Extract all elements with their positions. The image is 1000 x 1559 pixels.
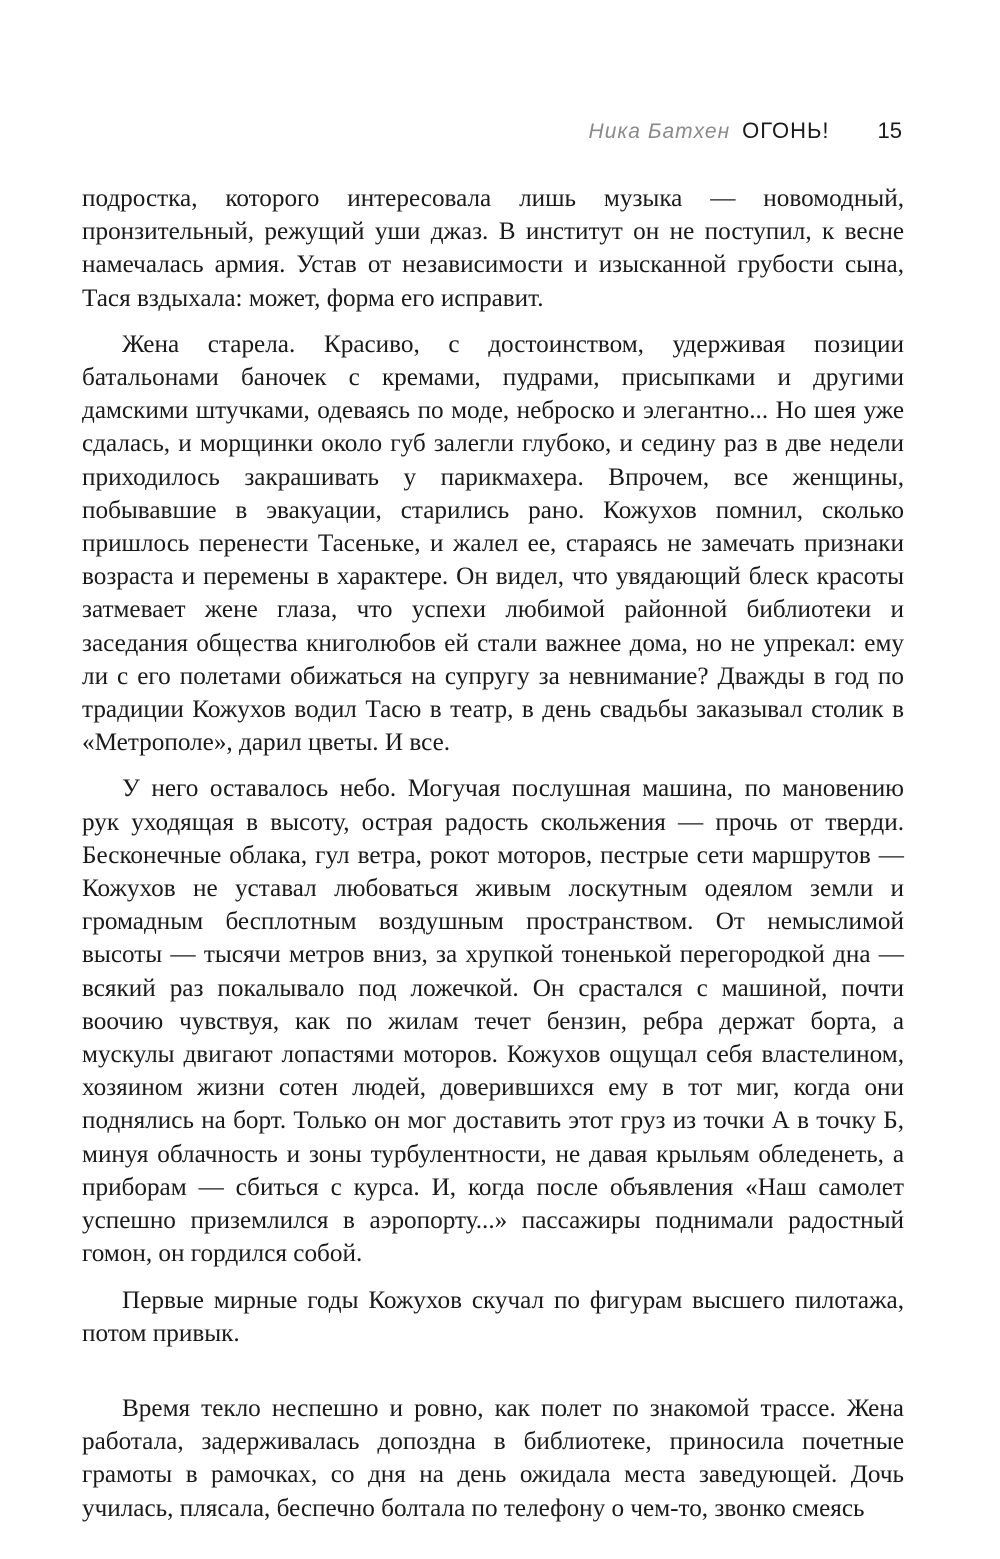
paragraph: У него оставалось небо. Могучая послушная машина, по мановению рук уходящая в высоту, острая радость скольжения — прочь от тверди. Бесконечные облака, гул ветра, рокот моторов, пестрые сети маршрутов — Кожухов не уставал любоваться живым лоскутным одеялом земли и громадным бесплотным воздушным пространством. От немыслимой высоты — тысячи метров вниз, за хрупкой тоненькой перегородкой дна — всякий раз покалывало под ложечкой. Он срастался с машиной, почти воочию чувствуя, как по жилам течет бензин, ребра держат борта, а мускулы двигают лопастями моторов. Кожухов ощущал себя властелином, хозяином жизни сотен людей, доверившихся ему в тот миг, когда они поднялись на борт. Только он мог доставить этот груз из точки А в точку Б, минуя облачность и зоны турбулентности, не давая крыльям обледенеть, а приборам — сбиться с курса. И, когда после объявления «Наш самолет успешно приземлился в аэропорту...» пассажиры поднимали радостный гомон, он гордился собой. xyxy=(82,775,904,1268)
body-text xyxy=(82,182,904,1538)
running-head xyxy=(589,118,902,144)
author-name: Ника Батхен xyxy=(588,120,731,143)
paragraph: Жена старела. Красиво, с достоинством, удерживая позиции батальонами баночек с кремами, пудрами, присыпками и другими дамскими штучками, одеваясь по моде, неброско и элегантно... Но шея уже сдалась, и морщинки около губ залегли глубоко, и седину раз в две недели приходилось закрашивать у парикмахера. Впрочем, все женщины, побывавшие в эвакуации, старились рано. Кожухов помнил, сколько пришлось перенести Тасеньке, и жалел ее, стараясь не замечать признаки возраста и перемены в характере. Он видел, что увядающий блеск красоты затмевает жене глаза, что успехи любимой районной библиотеки и заседания общества книголюбов ей стали важнее дома, но не упрекал: ему ли с его полетами обижаться на супругу за невнимание? Дважды в год по традиции Кожухов водил Тасю в театр, в день свадьбы заказывал столик в «Метрополе», дарил цветы. И все. xyxy=(82,330,904,757)
page-number: 15 xyxy=(877,118,902,143)
paragraph: Время текло неспешно и ровно, как полет по знакомой трассе. Жена работала, задерживалась допоздна в библиотеке, приносила почетные грамоты в рамочках, со дня на день ожидала места заведующей. Дочь училась, плясала, беспечно болтала по телефону о чем-то, звонко смеясь xyxy=(82,1394,904,1522)
book-title: ОГОНЬ! xyxy=(742,118,830,143)
paragraph: подростка, которого интересовала лишь музыка — новомодный, пронзительный, режущий уши джаз. В институт он не поступил, к весне намечалась армия. Устав от независимости и изысканной грубости сына, Тася вздыхала: может, форма его исправит. xyxy=(82,185,904,312)
section-break xyxy=(82,1363,904,1392)
paragraph: Первые мирные годы Кожухов скучал по фигурам высшего пилотажа, потом привык. xyxy=(82,1286,904,1347)
